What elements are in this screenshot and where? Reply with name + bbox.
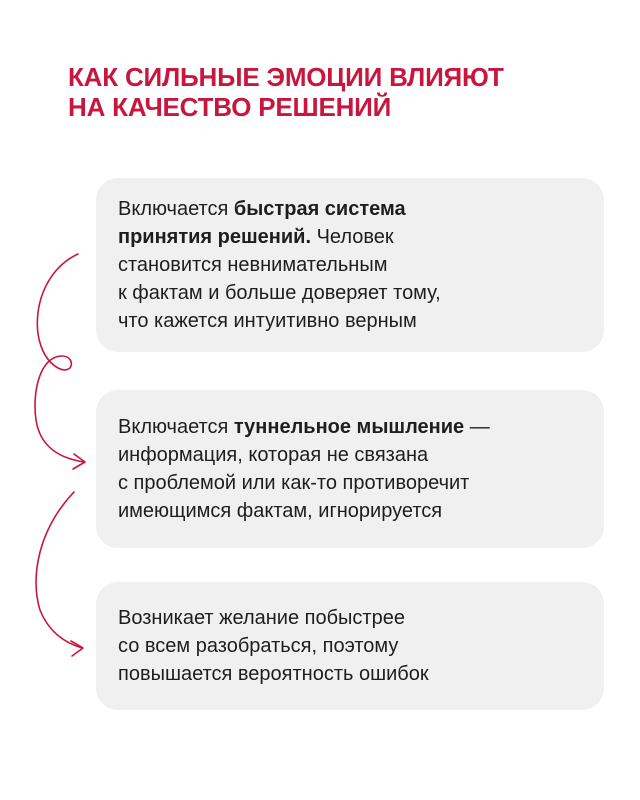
curved-arrow-icon <box>36 492 83 656</box>
effect-card-tunnel-thinking <box>96 390 604 548</box>
card-line <box>118 660 429 688</box>
card-line <box>118 604 429 632</box>
card-line <box>118 195 441 223</box>
card-line <box>118 469 490 497</box>
text-segment: повышается вероятность ошибок <box>118 663 429 685</box>
text-segment: Возникает желание побыстрее <box>118 607 405 629</box>
text-segment: информация, которая не связана <box>118 444 429 466</box>
text-segment: Включается <box>118 198 234 220</box>
title-line: НА КАЧЕСТВО РЕШЕНИЙ <box>68 92 392 122</box>
card-line <box>118 279 441 307</box>
curved-arrow-icon <box>35 254 85 469</box>
card-text <box>118 604 429 688</box>
title-line: КАК СИЛЬНЫЕ ЭМОЦИИ ВЛИЯЮТ <box>68 62 504 92</box>
card-line <box>118 413 490 441</box>
text-segment: к фактам и больше доверяет тому, <box>118 282 441 304</box>
card-line <box>118 441 490 469</box>
text-segment: — <box>464 416 490 438</box>
text-segment: что кажется интуитивно верным <box>118 310 417 332</box>
text-segment: Человек <box>311 226 394 248</box>
text-segment: становится невнимательным <box>118 254 388 276</box>
card-line <box>118 307 441 335</box>
bold-text: принятия решений. <box>118 226 312 248</box>
text-segment: Включается <box>118 416 234 438</box>
page-title <box>68 62 588 122</box>
bold-text: быстрая система <box>233 198 406 220</box>
text-segment: имеющимся фактам, игнорируется <box>118 500 443 522</box>
card-line <box>118 497 490 525</box>
card-text <box>118 413 490 525</box>
card-line <box>118 223 441 251</box>
text-segment: со всем разобраться, поэтому <box>118 635 399 657</box>
effect-card-fast-system <box>96 178 604 352</box>
card-line <box>118 632 429 660</box>
card-text <box>118 195 441 335</box>
effect-card-haste <box>96 582 604 710</box>
text-segment: с проблемой или как-то противоречит <box>118 472 470 494</box>
bold-text: туннельное мышление <box>233 416 465 438</box>
card-line <box>118 251 441 279</box>
